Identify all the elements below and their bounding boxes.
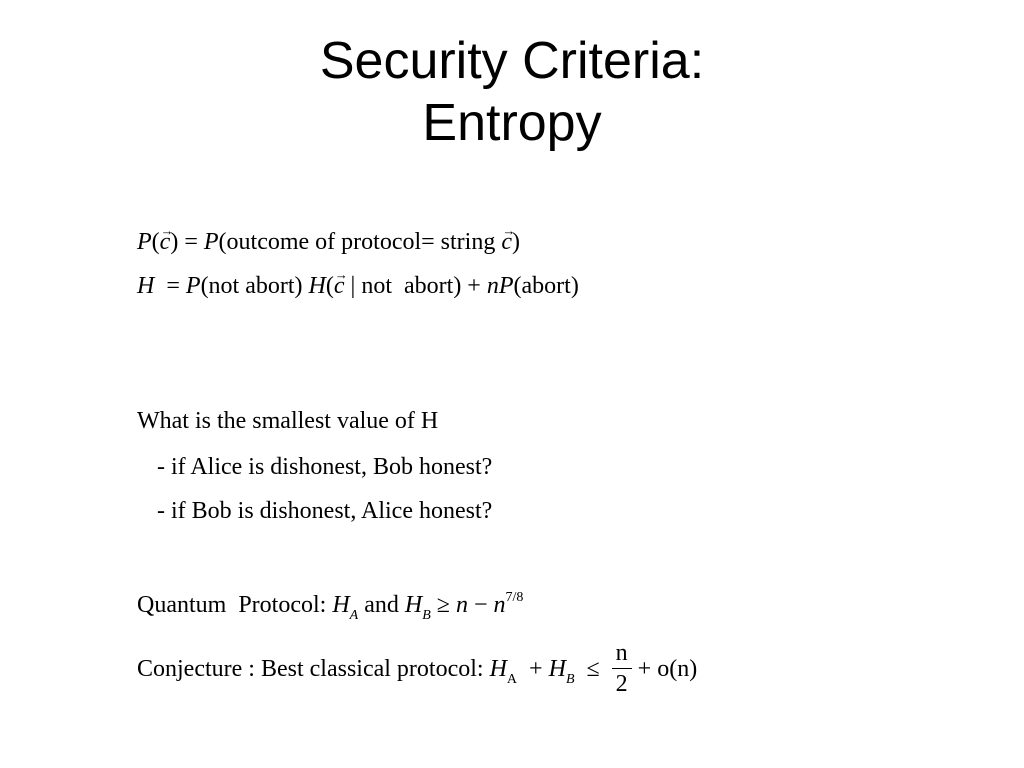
eq1-open: ( <box>151 229 160 255</box>
quantum-exponent: 7/8 <box>505 590 524 605</box>
conjecture-plus: + <box>517 656 549 683</box>
eq2-n: n <box>486 273 499 299</box>
quantum-label: Quantum Protocol: <box>137 592 333 618</box>
question-case-1: - if Alice is dishonest, Bob honest? <box>157 454 493 480</box>
quantum-geq: ≥ <box>430 592 456 618</box>
conjecture-leq: ≤ <box>574 656 606 683</box>
question-case-2: - if Bob is dishonest, Alice honest? <box>157 498 493 524</box>
fraction-denominator: 2 <box>615 671 628 697</box>
question-text: What is the smallest value of H <box>137 408 439 434</box>
eq1-close: ) <box>512 229 520 255</box>
eq2-p: P <box>185 273 201 299</box>
eq2-not-abort: (not abort) <box>200 273 309 299</box>
quantum-hb-sub: B <box>422 608 431 623</box>
conjecture-fraction <box>612 638 632 699</box>
quantum-n2: n <box>493 592 506 618</box>
eq1-outcome: (outcome of protocol= string <box>218 229 502 255</box>
quantum-n1: n <box>455 592 468 618</box>
quantum-ha-sub: A <box>349 608 359 623</box>
quantum-and: and <box>358 592 405 618</box>
eq2-open: ( <box>325 273 334 299</box>
eq1-vector-c: → c <box>160 228 171 256</box>
eq2-h2: H <box>308 273 326 299</box>
quantum-minus: − <box>467 592 494 618</box>
conjecture-hb-sub: B <box>565 672 575 688</box>
conjecture-hb: H <box>548 656 566 683</box>
eq2-vector-c: → c <box>334 272 345 300</box>
slide-title-line-1: Security Criteria: <box>319 32 705 90</box>
eq2-h: H <box>137 273 155 299</box>
eq2-p-abort: P <box>498 273 514 299</box>
slide-title <box>0 30 1024 154</box>
quantum-hb: H <box>404 592 423 618</box>
conjecture-ha-sub: A <box>506 672 518 688</box>
conjecture-ha: H <box>489 656 507 683</box>
eq2-given: | not abort) + <box>344 273 487 299</box>
probability-equation <box>137 228 520 256</box>
eq1-equals: ) = <box>170 229 204 255</box>
eq2-equals: = <box>154 273 186 299</box>
entropy-equation <box>137 272 579 300</box>
quantum-ha: H <box>332 592 350 618</box>
eq1-p: P <box>137 229 152 255</box>
eq2-abort: (abort) <box>513 273 579 299</box>
conjecture-bound <box>137 640 697 701</box>
quantum-protocol-bound <box>137 591 523 623</box>
conjecture-tail: + o(n) <box>637 656 698 683</box>
eq1-vector-c2: → c <box>501 228 512 256</box>
slide-title-line-2: Entropy <box>422 94 602 152</box>
fraction-numerator: n <box>612 638 632 669</box>
eq1-p2: P <box>203 229 219 255</box>
conjecture-label: Conjecture : Best classical protocol: <box>137 656 490 683</box>
